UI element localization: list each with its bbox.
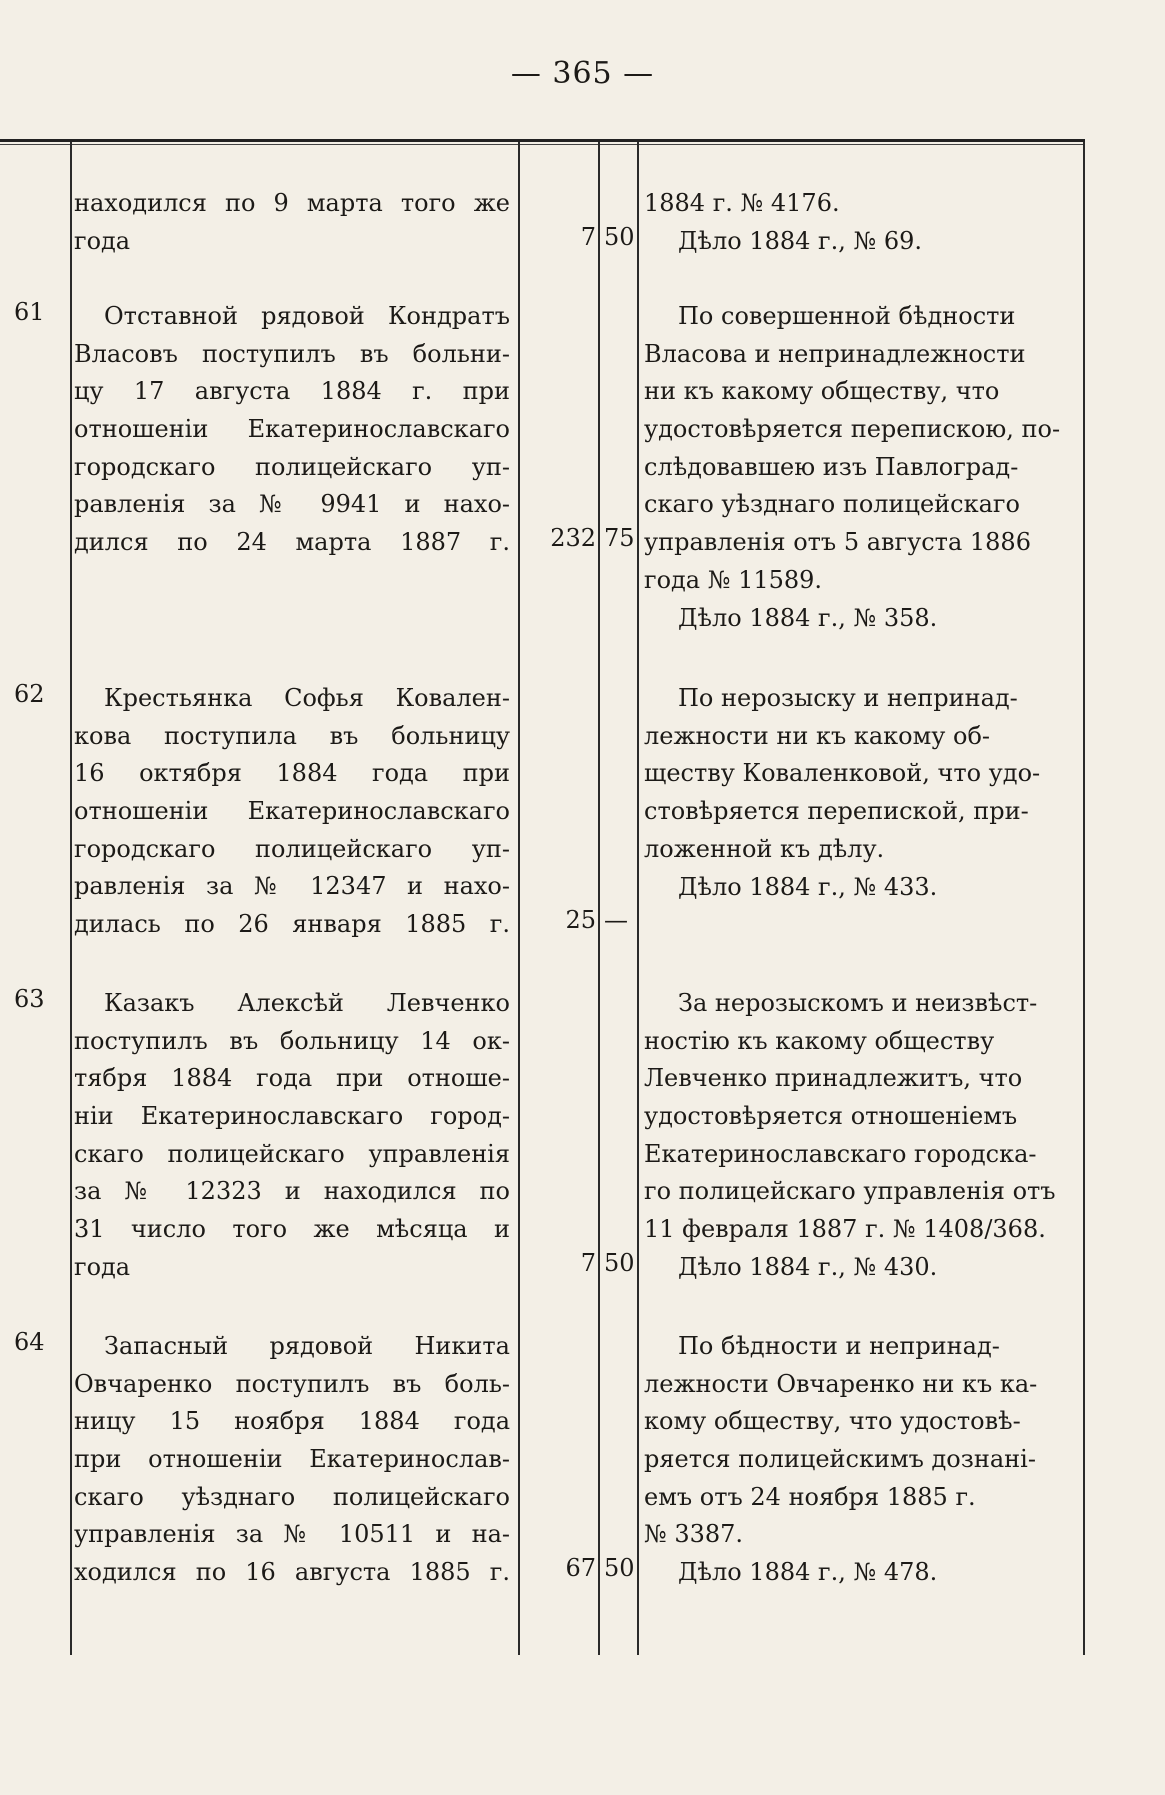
entry-rubles: 232	[550, 524, 596, 552]
entry-number: 62	[14, 680, 45, 708]
top-rule	[0, 139, 1085, 142]
entry-kopecks: —	[604, 906, 628, 934]
column-divider-right	[1083, 142, 1085, 1655]
column-divider-kopecks	[637, 142, 639, 1655]
entry-description: Казакъ Алексѣй Левченко поступилъ въ больницу 14 ок- тября 1884 года при отноше- ніи Екатеринославскаго город- скаго полицейскаго управленія за № 12323 и находился по 31 число того же мѣсяца и года	[74, 989, 510, 1281]
entry-number: 64	[14, 1328, 45, 1356]
column-divider-desc	[518, 142, 520, 1655]
entry-note: 1884 г. № 4176. Дѣло 1884 г., № 69.	[644, 189, 922, 255]
entry-number: 63	[14, 985, 45, 1013]
entry-kopecks: 75	[604, 524, 635, 552]
entry-note: По бѣдности и непринад- лежности Овчаренко ни къ ка- кому обществу, что удостовѣ- ряется полицейскимъ дознані- емъ отъ 24 ноября 1885 г. № 3387. Дѣло 1884 г., № 478.	[644, 1332, 1038, 1587]
entry-kopecks: 50	[604, 1554, 635, 1582]
entry-rubles: 25	[565, 906, 596, 934]
page-number: — 365 —	[510, 56, 655, 91]
entry-number: 61	[14, 298, 45, 326]
entry-description: Крестьянка Софья Ковален- кова поступила въ больницу 16 октября 1884 года при отношеніи Екатеринославскаго городскаго полицейскаго уп- равленія за № 12347 и нахо- дилась по 26 января 1885 г.	[74, 684, 510, 939]
entry-note: По нерозыску и непринад- лежности ни къ какому об- ществу Коваленковой, что удо- стовѣряется перепиской, при- ложенной къ дѣлу. Дѣло 1884 г., № 433.	[644, 684, 1041, 902]
entry-rubles: 7	[580, 1249, 596, 1277]
entry-note: За нерозыскомъ и неизвѣст- ностію къ какому обществу Левченко принадлежитъ, что удостовѣряется отношеніемъ Екатеринославскаго городска- го полицейскаго управленія отъ 11 февраля 1887 г. № 1408/368. Дѣло 1884 г., № 430.	[644, 989, 1056, 1281]
entry-description: находился по 9 марта того же года	[74, 189, 510, 255]
top-rule-thin	[0, 144, 1085, 145]
entry-kopecks: 50	[604, 222, 635, 251]
entry-note: По совершенной бѣдности Власова и непринадлежности ни къ какому обществу, что удостовѣряется перепискою, по- слѣдовавшею изъ Павлоград- скаго уѣзднаго полицейскаго управленія отъ 5 августа 1886 года № 11589. Дѣло 1884 г., № 358.	[644, 302, 1061, 632]
entry-description: Запасный рядовой Никита Овчаренко поступилъ въ боль- ницу 15 ноября 1884 года при отношеніи Екатеринослав- скаго уѣзднаго полицейскаго управленія за № 10511 и на- ходился по 16 августа 1885 г.	[74, 1332, 510, 1587]
column-divider-rubles	[598, 142, 600, 1655]
entry-description: Отставной рядовой Кондратъ Власовъ поступилъ въ больни- цу 17 августа 1884 г. при отношеніи Екатеринославскаго городскаго полицейскаго уп- равленія за № 9941 и нахо- дился по 24 марта 1887 г.	[74, 302, 510, 557]
entry-rubles: 67	[565, 1554, 596, 1582]
entry-rubles: 7	[580, 222, 596, 251]
entry-kopecks: 50	[604, 1249, 635, 1277]
column-divider-num	[70, 142, 72, 1655]
